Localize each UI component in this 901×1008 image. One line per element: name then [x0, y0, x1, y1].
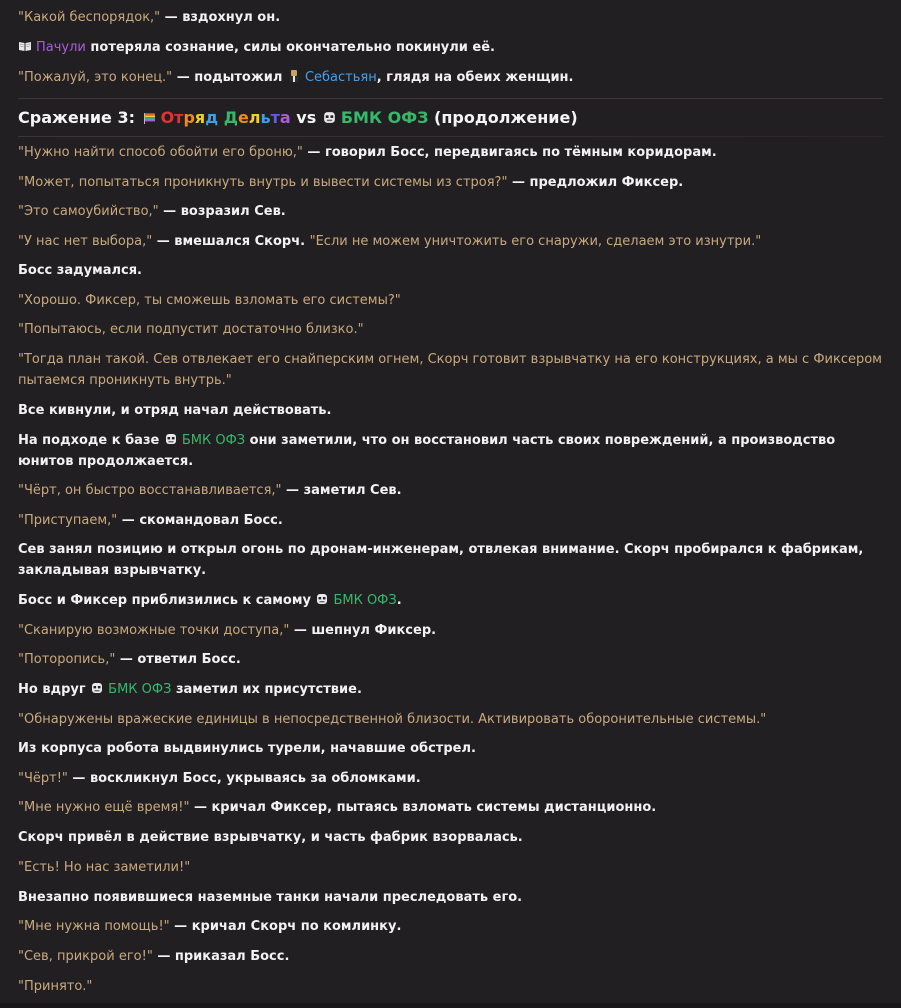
narration-text: — воскликнул Босс, укрываясь за обломками.	[67, 771, 421, 786]
message-line	[18, 261, 883, 282]
message-line	[18, 291, 883, 312]
heading-suffix: (продолжение)	[434, 108, 578, 127]
message-line	[18, 798, 883, 819]
robot-skull-icon	[90, 681, 104, 695]
butler-icon	[287, 69, 301, 83]
message-line	[18, 8, 883, 29]
quote-text: "Принято."	[18, 979, 93, 994]
message-line	[18, 710, 883, 731]
enemy-name: БМК ОФЗ	[108, 682, 172, 697]
character-name-patchouli: Пачули	[36, 40, 86, 55]
message-line	[18, 431, 883, 472]
narration-text: — шепнул Фиксер.	[289, 623, 437, 638]
squad-name-letter: я	[194, 108, 206, 127]
enemy-name: БМК ОФЗ	[333, 593, 397, 608]
quote-text: "Может, попытаться проникнуть внутрь и вывести системы из строя?"	[18, 175, 508, 190]
narration-text: — заметил Сев.	[281, 483, 402, 498]
quote-text: "Мне нужно ещё время!"	[18, 800, 190, 815]
squad-name-letter: е	[237, 108, 249, 127]
narration-text: Сев занял позицию и открыл огонь по дронам-инженерам, отвлекая внимание. Скорч пробирался к фабрикам, закладывая взрывчатку.	[18, 542, 864, 578]
narration-text: — кричал Скорч по комлинку.	[169, 919, 402, 934]
narration-text: Внезапно появившиеся наземные танки начали преследовать его.	[18, 890, 523, 905]
squad-name	[161, 108, 291, 127]
narration-text: — скомандовал Босс.	[117, 513, 283, 528]
message-line	[18, 481, 883, 502]
robot-skull-icon	[315, 592, 329, 606]
enemy-name: БМК ОФЗ	[340, 108, 429, 127]
message-line	[18, 769, 883, 790]
message-line	[18, 68, 883, 89]
narration-text: — предложил Фиксер.	[507, 175, 684, 190]
quote-text: "Приступаем,"	[18, 513, 118, 528]
narration-text: Босс и Фиксер приблизились к самому	[18, 593, 316, 608]
message-line	[18, 173, 883, 194]
quote-text: "Какой беспорядок,"	[18, 10, 161, 25]
quote-text: "Пожалуй, это конец."	[18, 70, 173, 85]
message-line	[18, 621, 883, 642]
quote-text: "Обнаружены вражеские единицы в непосредственной близости. Активировать оборонительные системы."	[18, 712, 767, 727]
squad-name-letter: а	[279, 108, 291, 127]
narration-text: они заметили, что он восстановил часть своих повреждений, а производство юнитов продолжается.	[18, 433, 836, 469]
quote-text: "Чёрт!"	[18, 771, 68, 786]
section-heading	[18, 106, 578, 130]
message-line	[18, 511, 883, 532]
message-line	[18, 828, 883, 849]
quote-text: "Нужно найти способ обойти его броню,"	[18, 145, 303, 160]
quote-text: "Попытаюсь, если подпустит достаточно близко."	[18, 322, 364, 337]
narration-text: Все кивнули, и отряд начал действовать.	[18, 403, 332, 418]
narration-text: — говорил Босс, передвигаясь по тёмным коридорам.	[302, 145, 717, 160]
squad-name-letter: ь	[260, 108, 271, 127]
message-line	[18, 202, 883, 223]
narration-text: .	[396, 593, 402, 608]
quote-text: "У нас нет выбора,"	[18, 234, 153, 249]
squad-name-letter: т	[270, 108, 280, 127]
message-line	[18, 977, 883, 998]
message-line	[18, 232, 883, 253]
message-line	[18, 38, 883, 59]
message-line	[18, 591, 883, 612]
narration-text: На подходе к базе	[18, 433, 164, 448]
message-line	[18, 739, 883, 760]
narration-text: заметил их присутствие.	[171, 682, 362, 697]
divider	[18, 136, 883, 137]
quote-text: "Поторопись,"	[18, 652, 116, 667]
quote-text: "Это самоубийство,"	[18, 204, 159, 219]
quote-text: "Сканирую возможные точки доступа,"	[18, 623, 290, 638]
quote-text: "Сев, прикрой его!"	[18, 949, 153, 964]
squad-name-letter: д	[205, 108, 219, 127]
quote-text: "Если не можем уничтожить его снаружи, сделаем это изнутри."	[309, 234, 762, 249]
narration-text: Из корпуса робота выдвинулись турели, начавшие обстрел.	[18, 741, 476, 756]
message-line	[18, 650, 883, 671]
message-line	[18, 540, 883, 581]
quote-text: "Хорошо. Фиксер, ты сможешь взломать его системы?"	[18, 293, 401, 308]
narration-text: Но вдруг	[18, 682, 91, 697]
message-line	[18, 858, 883, 879]
divider	[18, 98, 883, 99]
narration-text: потеряла сознание, силы окончательно покинули её.	[85, 40, 496, 55]
robot-skull-icon	[164, 432, 178, 446]
message-line	[18, 401, 883, 422]
narration-text: — вздохнул он.	[160, 10, 281, 25]
bottom-edge	[0, 1003, 901, 1008]
narration-text: — вмешался Скорч.	[152, 234, 310, 249]
character-name-sebastian: Себастьян	[304, 70, 377, 85]
narration-text: — приказал Босс.	[152, 949, 290, 964]
vs-label: vs	[296, 108, 317, 127]
narration-text: — подытожил	[172, 70, 287, 85]
quote-text: "Тогда план такой. Сев отвлекает его снайперским огнем, Скорч готовит взрывчатку на его конструкциях, а мы с Фиксером пытаемся проникнуть внутрь."	[18, 352, 882, 388]
quote-text: "Чёрт, он быстро восстанавливается,"	[18, 483, 282, 498]
squad-name-letter: л	[248, 108, 261, 127]
squad-name-letter: Д	[223, 108, 238, 127]
squad-name-letter: О	[160, 108, 175, 127]
narration-text: — возразил Сев.	[158, 204, 286, 219]
message-line	[18, 947, 883, 968]
narration-text: — кричал Фиксер, пытаясь взломать системы дистанционно.	[189, 800, 657, 815]
squad-name-letter: р	[183, 108, 195, 127]
quote-text: "Мне нужна помощь!"	[18, 919, 170, 934]
message-line	[18, 143, 883, 164]
squad-name-letter: т	[174, 108, 184, 127]
narration-text: Скорч привёл в действие взрывчатку, и часть фабрик взорвалась.	[18, 830, 523, 845]
message-line	[18, 888, 883, 909]
message-line	[18, 350, 883, 391]
quote-text: "Есть! Но нас заметили!"	[18, 860, 191, 875]
message-line	[18, 320, 883, 341]
message-line	[18, 917, 883, 938]
robot-skull-icon	[322, 110, 337, 125]
open-book-icon	[18, 39, 32, 53]
narration-text: , глядя на обеих женщин.	[376, 70, 574, 85]
narration-text: Босс задумался.	[18, 263, 142, 278]
narration-text: — ответил Босс.	[115, 652, 241, 667]
heading-prefix: Сражение 3:	[18, 108, 135, 127]
rainbow-flag-icon	[141, 111, 157, 125]
enemy-name: БМК ОФЗ	[181, 433, 246, 448]
message-line	[18, 680, 883, 701]
